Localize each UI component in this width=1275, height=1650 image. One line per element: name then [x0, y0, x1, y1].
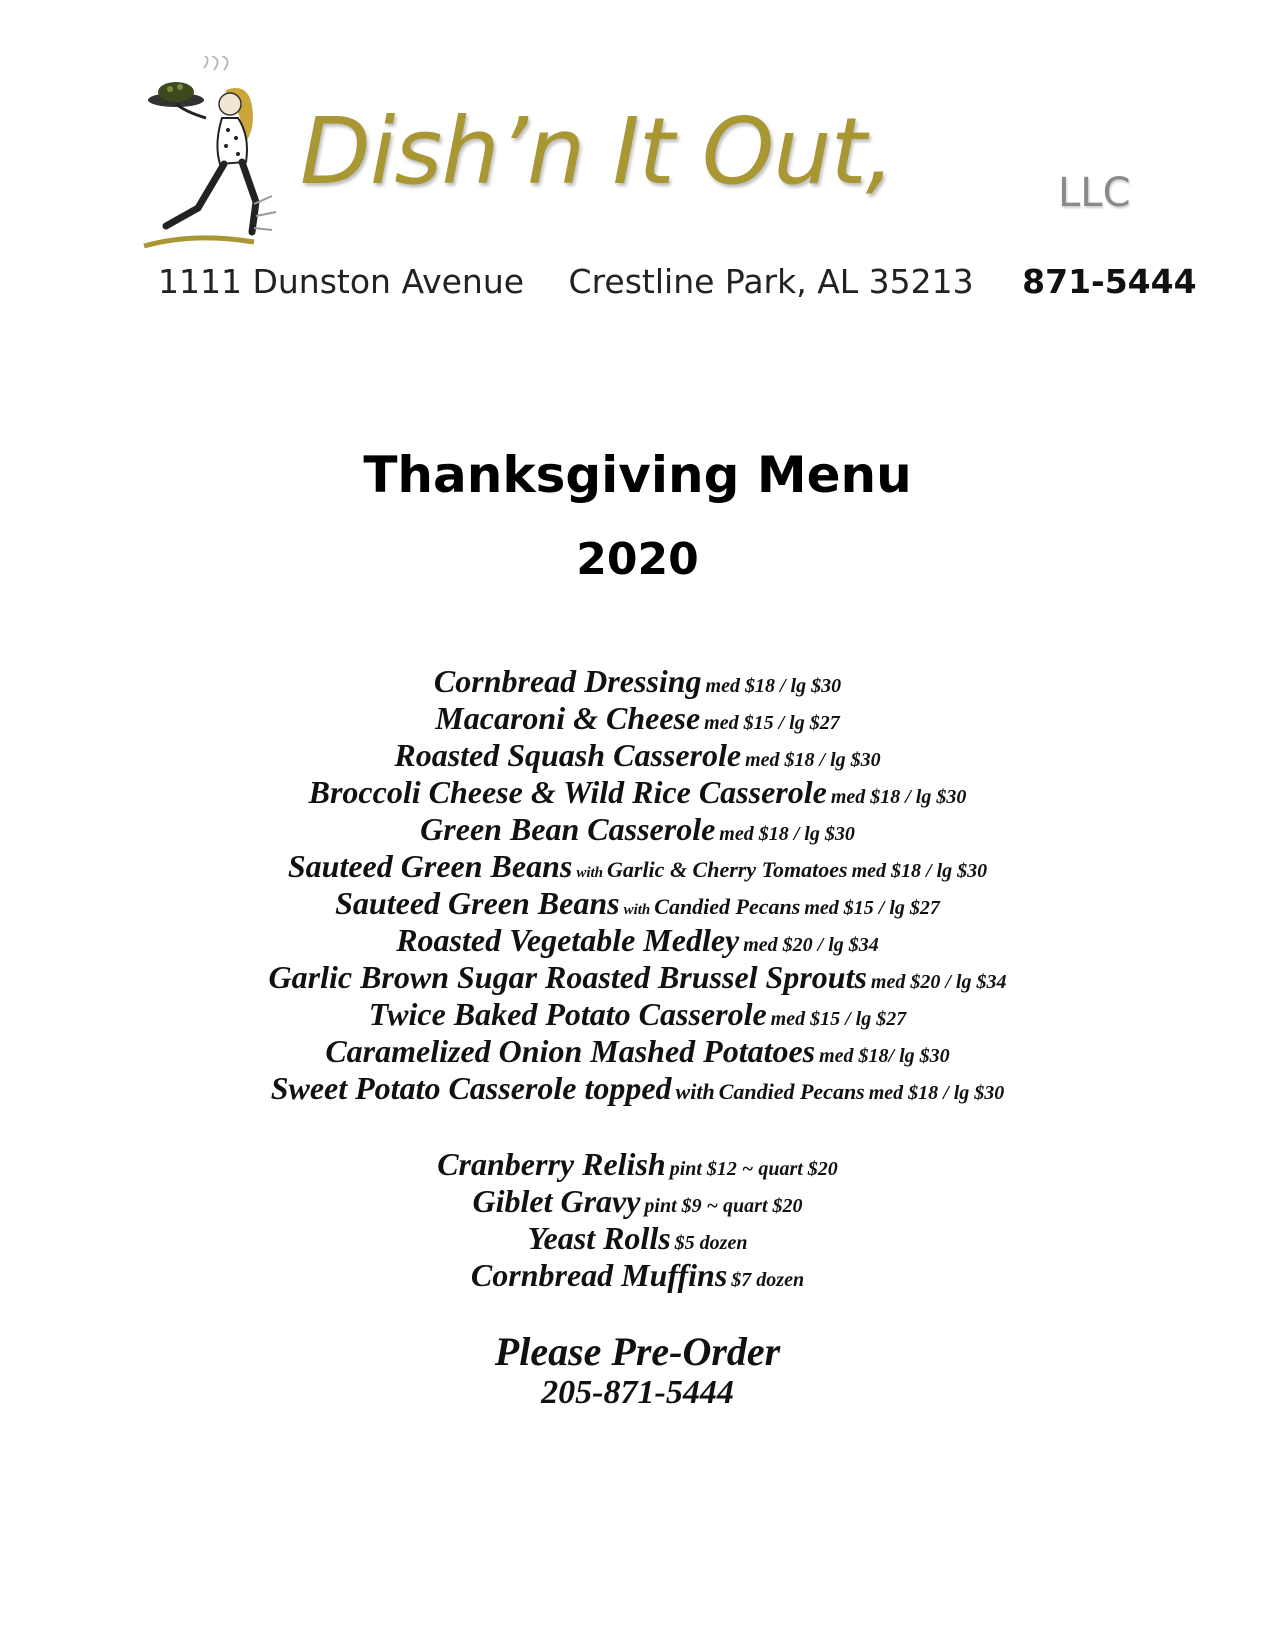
menu-item	[0, 848, 1275, 885]
dish-name: Caramelized Onion Mashed Potatoes	[325, 1033, 816, 1069]
dish-name: Cornbread Dressing	[433, 663, 702, 699]
business-phone: 871-5444	[1022, 262, 1197, 301]
menu-item	[0, 1070, 1275, 1107]
dish-name: Macaroni & Cheese	[435, 700, 701, 736]
menu-item	[0, 1183, 1275, 1220]
menu-item	[0, 1220, 1275, 1257]
dish-name: Cranberry Relish	[437, 1146, 666, 1182]
pre-order-notice: Please Pre-Order	[494, 1329, 781, 1374]
dish-connector: with	[576, 865, 603, 881]
dish-name: Sauteed Green Beans	[335, 885, 620, 921]
dish-price: med $20 / lg $34	[870, 971, 1007, 993]
menu-year: 2020	[576, 534, 699, 585]
dish-price: med $18/ lg $30	[819, 1045, 950, 1067]
dish-connector: with	[675, 1079, 715, 1104]
menu-item	[0, 922, 1275, 959]
dish-name: Green Bean Casserole	[420, 811, 716, 847]
dish-connector: with	[623, 902, 651, 918]
dish-price: $5 dozen	[674, 1232, 748, 1254]
dish-price: med $18 / lg $30	[868, 1082, 1005, 1104]
dish-name: Roasted Squash Casserole	[394, 737, 742, 773]
dish-price: med $18 / lg $30	[719, 823, 855, 845]
menu-item	[0, 1146, 1275, 1183]
waitress-logo-icon	[142, 56, 282, 256]
dish-name: Sauteed Green Beans	[287, 848, 573, 884]
dish-price: med $18 / lg $30	[830, 786, 967, 808]
menu-item	[0, 959, 1275, 996]
order-phone: 205-871-5444	[541, 1374, 734, 1411]
dish-price: pint $12 ~ quart $20	[669, 1158, 838, 1180]
dish-detail: Garlic & Cherry Tomatoes	[607, 857, 848, 882]
dish-price: med $15 / lg $27	[804, 897, 940, 919]
dish-name: Yeast Rolls	[527, 1220, 671, 1256]
dish-price: med $18 / lg $30	[745, 749, 881, 771]
business-name: Dish’n It Out,	[300, 98, 894, 205]
menu-item	[0, 996, 1275, 1033]
dish-name: Giblet Gravy	[472, 1183, 641, 1219]
dish-price: med $15 / lg $27	[704, 712, 840, 734]
menu-item	[0, 774, 1275, 811]
dish-price: $7 dozen	[731, 1269, 805, 1291]
dish-price: med $18 / lg $30	[851, 860, 988, 882]
dish-price: med $15 / lg $27	[770, 1008, 907, 1030]
side-item-list	[0, 1146, 1275, 1294]
menu-title: Thanksgiving Menu	[363, 446, 912, 504]
dish-name: Cornbread Muffins	[470, 1257, 728, 1293]
menu-item	[0, 811, 1275, 848]
city-state-zip: Crestline Park, AL 35213	[568, 262, 974, 301]
menu-item	[0, 663, 1275, 700]
dish-detail: Candied Pecans	[718, 1079, 865, 1104]
dish-price: pint $9 ~ quart $20	[644, 1195, 803, 1217]
dish-price: med $20 / lg $34	[743, 934, 879, 956]
address-line	[158, 262, 1197, 301]
dish-name: Sweet Potato Casserole topped	[270, 1070, 672, 1106]
menu-item	[0, 885, 1275, 922]
dish-name: Broccoli Cheese & Wild Rice Casserole	[308, 774, 827, 810]
dish-name: Roasted Vegetable Medley	[396, 922, 740, 958]
dish-price: med $18 / lg $30	[705, 675, 842, 697]
main-dish-list	[0, 663, 1275, 1107]
menu-item	[0, 1033, 1275, 1070]
business-suffix: LLC	[1058, 170, 1131, 216]
menu-item	[0, 700, 1275, 737]
street-address: 1111 Dunston Avenue	[158, 262, 525, 301]
dish-name: Garlic Brown Sugar Roasted Brussel Sprouts	[268, 959, 867, 995]
dish-name: Twice Baked Potato Casserole	[368, 996, 767, 1032]
menu-item	[0, 737, 1275, 774]
menu-item	[0, 1257, 1275, 1294]
dish-detail: Candied Pecans	[654, 894, 801, 919]
